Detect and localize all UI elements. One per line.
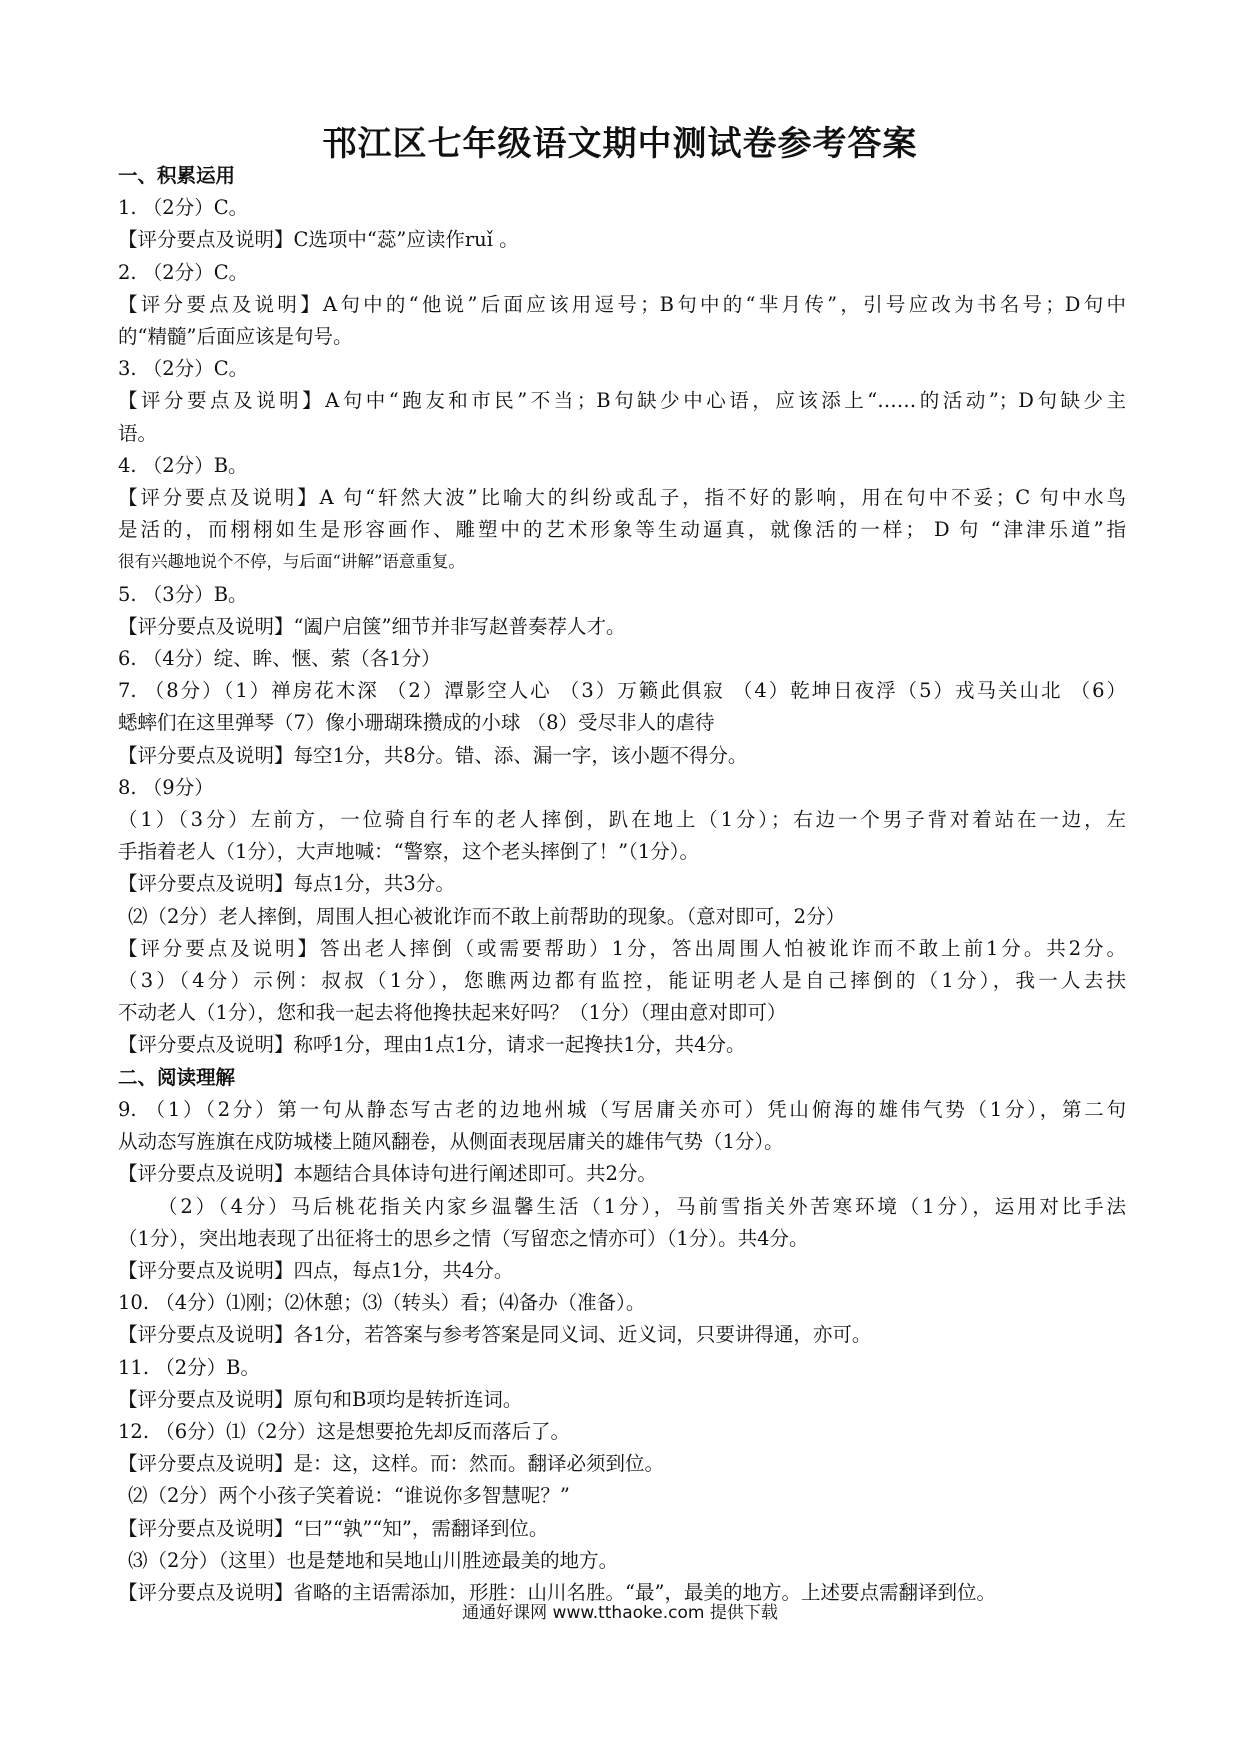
scoring-note-continued: 是活的，而栩栩如生是形容画作、雕塑中的艺术形象等生动逼真，就像活的一样； D 句 “津津乐道”指 bbox=[118, 518, 1126, 542]
scoring-note: 【评分要点及说明】C选项中“蕊”应读作ruǐ 。 bbox=[118, 228, 519, 252]
scoring-note: 【评分要点及说明】各1分，若答案与参考答案是同义词、近义词，只要讲得通，亦可。 bbox=[118, 1323, 872, 1347]
scoring-note-continued: 的“精髓”后面应该是句号。 bbox=[118, 325, 353, 349]
scoring-note: 【评分要点及说明】A句中的“他说”后面应该用逗号；B句中的“芈月传”，引号应改为书名号；D句中 bbox=[118, 292, 1126, 316]
scoring-note: 【评分要点及说明】本题结合具体诗句进行阐述即可。共2分。 bbox=[118, 1162, 657, 1186]
page-title: 邗江区七年级语文期中测试卷参考答案 bbox=[322, 124, 918, 164]
answer-line: ⑵（2分）两个小孩子笑着说：“谁说你多智慧呢？” bbox=[128, 1484, 570, 1508]
answer-line-continued: 不动老人（1分），您和我一起去将他搀扶起来好吗？（1分）（理由意对即可） bbox=[118, 1001, 787, 1025]
scoring-note: 【评分要点及说明】A句中“跑友和市民”不当；B句缺少中心语，应该添上“……的活动”；D句缺少主 bbox=[118, 389, 1126, 413]
answer-line: 10. （4分）⑴刚；⑵休憩；⑶（转头）看；⑷备办（准备）。 bbox=[118, 1291, 646, 1315]
answer-line: 1. （2分）C。 bbox=[118, 196, 249, 220]
answer-line-continued: 从动态写旌旗在戍防城楼上随风翻卷，从侧面表现居庸关的雄伟气势（1分）。 bbox=[118, 1130, 784, 1154]
scoring-note: 【评分要点及说明】“阖户启箧”细节并非写赵普奏荐人才。 bbox=[118, 614, 626, 638]
scoring-note: 【评分要点及说明】“曰”“孰”“知”，需翻译到位。 bbox=[118, 1516, 549, 1540]
scoring-note: 【评分要点及说明】称呼1分，理由1点1分，请求一起搀扶1分，共4分。 bbox=[118, 1033, 746, 1057]
scoring-note: 【评分要点及说明】每点1分，共3分。 bbox=[118, 872, 455, 896]
answer-line: 4. （2分）B。 bbox=[118, 453, 248, 477]
scoring-note: 【评分要点及说明】是：这，这样。而：然而。翻译必须到位。 bbox=[118, 1452, 665, 1476]
answer-line: 12. （6分）⑴（2分）这是想要抢先却反而落后了。 bbox=[118, 1419, 571, 1443]
answer-line: （3）（4分）示例：叔叔（1分），您瞧两边都有监控，能证明老人是自己摔倒的（1分），我一人去扶 bbox=[118, 969, 1126, 993]
section-heading: 二、阅读理解 bbox=[118, 1065, 236, 1089]
answer-line-continued: （1分），突出地表现了出征将士的思乡之情（写留恋之情亦可）（1分）。共4分。 bbox=[118, 1226, 809, 1250]
download-footer: 通通好课网 www.tthaoke.com 提供下载 bbox=[462, 1603, 778, 1623]
answer-line: 7. （8分）（1）禅房花木深 （2）潭影空人心 （3）万籁此俱寂 （4）乾坤日夜浮（5）戎马关山北 （6） bbox=[118, 679, 1126, 703]
scoring-note: 【评分要点及说明】每空1分，共8分。错、添、漏一字，该小题不得分。 bbox=[118, 743, 748, 767]
scoring-note: 【评分要点及说明】省略的主语需添加，形胜：山川名胜。“最”，最美的地方。上述要点需翻译到位。 bbox=[118, 1580, 996, 1604]
answer-content bbox=[118, 160, 1126, 1609]
scoring-note-continued: 语。 bbox=[118, 421, 158, 445]
scoring-note: 【评分要点及说明】原句和B项均是转折连词。 bbox=[118, 1387, 523, 1411]
answer-line: 9. （1）（2分）第一句从静态写古老的边地州城（写居庸关亦可）凭山俯海的雄伟气势（1分），第二句 bbox=[118, 1097, 1126, 1121]
answer-line: 5. （3分）B。 bbox=[118, 582, 248, 606]
scoring-note: 【评分要点及说明】四点，每点1分，共4分。 bbox=[118, 1258, 514, 1282]
scoring-note-continued: 很有兴趣地说个不停，与后面“讲解”语意重复。 bbox=[118, 552, 465, 572]
scoring-note: 【评分要点及说明】答出老人摔倒（或需要帮助）1分，答出周围人怕被讹诈而不敢上前1分。共2分。 bbox=[118, 936, 1126, 960]
answer-line-continued: 手指着老人（1分），大声地喊：“警察，这个老头摔倒了！”（1分）。 bbox=[118, 840, 700, 864]
answer-line: 8. （9分） bbox=[118, 775, 214, 799]
answer-line: （1）（3分）左前方，一位骑自行车的老人摔倒，趴在地上（1分）；右边一个男子背对着站在一边，左 bbox=[118, 808, 1126, 832]
answer-line-continued: 蟋蟀们在这里弹琴（7）像小珊瑚珠攒成的小球 （8）受尽非人的虐待 bbox=[118, 711, 715, 735]
answer-line: 3. （2分）C。 bbox=[118, 357, 249, 381]
answer-line: 11. （2分）B。 bbox=[118, 1355, 260, 1379]
section-heading: 一、积累运用 bbox=[118, 164, 236, 187]
answer-line: ⑶（2分）（这里）也是楚地和吴地山川胜迹最美的地方。 bbox=[128, 1548, 619, 1572]
answer-line: 2. （2分）C。 bbox=[118, 260, 249, 284]
answer-line: ⑵（2分）老人摔倒，周围人担心被讹诈而不敢上前帮助的现象。（意对即可，2分） bbox=[128, 904, 846, 928]
answer-line: （2）（4分）马后桃花指关内家乡温馨生活（1分），马前雪指关外苦寒环境（1分），运用对比手法 bbox=[158, 1194, 1126, 1218]
answer-line: 6. （4分）绽、眸、惬、萦（各1分） bbox=[118, 647, 441, 671]
scoring-note: 【评分要点及说明】A 句“轩然大波”比喻大的纠纷或乱子，指不好的影响，用在句中不妥；C 句中水鸟 bbox=[118, 486, 1126, 510]
